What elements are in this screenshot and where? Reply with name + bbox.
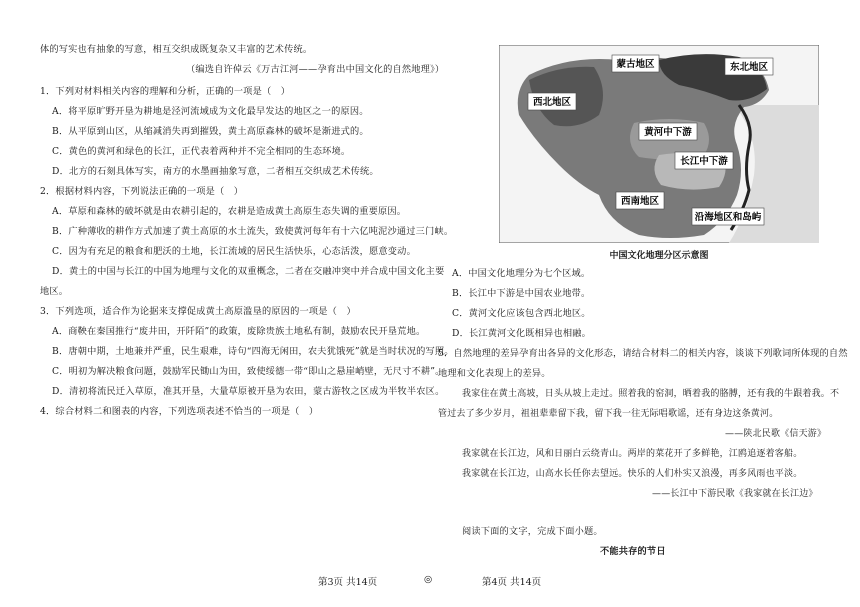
q3-option-b: B．唐朝中期，土地兼并严重，民生艰难，诗句“四海无闲田，农夫犹饿死”就是当时状况的写照。	[52, 346, 454, 357]
intro-text: 体的写实也有抽象的写意，相互交织成既复杂又丰富的艺术传统。	[40, 44, 313, 55]
q5-stem: 5．自然地理的差异孕育出各异的文化形态，请结合材料二的相关内容，谈谈下列歌词所体现的自然	[438, 348, 848, 359]
china-culture-region-map	[499, 45, 819, 243]
source-citation: （编选自许倬云《万古江河——孕育出中国文化的自然地理》）	[186, 64, 445, 75]
song2-line1: 我家就在长江边，风和日丽白云绕青山。两岸的菜花开了多鲜艳，江鸥追逐着客船。	[462, 449, 803, 459]
label-northwest	[528, 93, 576, 110]
map-caption: 中国文化地理分区示意图	[609, 251, 709, 261]
svg-text:西南地区: 西南地区	[620, 196, 660, 207]
label-yangtze	[675, 152, 733, 169]
svg-text:西北地区: 西北地区	[532, 97, 572, 108]
song1-line1: 我家住在黄土高坡，日头从坡上走过。照着我的窑洞，晒着我的胳膊，还有我的牛跟着我。不	[462, 389, 840, 399]
q4-stem: 4．综合材料二和图表的内容，下列选项表述不恰当的一项是（ ）	[40, 406, 319, 417]
label-yellow-river	[639, 123, 697, 140]
q1-stem: 1．下列对材料相关内容的理解和分析，正确的一项是（ ）	[40, 86, 291, 97]
q3-option-d: D．清初将流民迁入草原，准其开垦，大量草原被开垦为农田，蒙古游牧之区成为半牧半农区。	[52, 386, 445, 397]
svg-text:长江中下游: 长江中下游	[680, 156, 728, 167]
svg-text:沿海地区和岛屿: 沿海地区和岛屿	[694, 212, 762, 223]
q2-option-d-cont: 地区。	[40, 286, 69, 297]
q1-option-d: D．北方的石刻具体写实，南方的水墨画抽象写意，二者相互交织成艺术传统。	[52, 166, 379, 177]
song2-line2: 我家就在长江边，山高水长任你去望远。快乐的人们朴实又浪漫，再多风雨也平淡。	[462, 469, 803, 479]
q1-option-c: C．黄色的黄河和绿色的长江，正代表着两种并不完全相同的生态环境。	[52, 146, 351, 157]
svg-text:蒙古地区: 蒙古地区	[616, 59, 655, 70]
q2-option-c: C．因为有充足的粮食和肥沃的土地，长江流域的居民生活快乐，心态活泼，愿意变动。	[52, 246, 416, 257]
q1-option-a: A．将平原旷野开垦为耕地是泾河流域成为文化最早发达的地区之一的原因。	[52, 106, 369, 117]
q4-option-c: C．黄河文化应该包含西北地区。	[452, 308, 591, 319]
svg-text:东北地区: 东北地区	[729, 62, 769, 73]
q3-option-c: C．明初为解决粮食问题，鼓励军民锄山为田，致使绥德一带“即山之悬崖峭壁，无尺寸不耕”。	[52, 366, 445, 377]
q4-option-a: A．中国文化地理分为七个区域。	[452, 268, 591, 279]
q5-stem-cont: 地理和文化表现上的差异。	[438, 368, 551, 379]
right-page-number: 第4页 共14页	[482, 577, 542, 588]
song2-credit: ——长江中下游民歌《我家就在长江边》	[652, 489, 818, 499]
q2-option-b: B．广种薄收的耕作方式加速了黄土高原的水土流失，致使黄河每年有十六亿吨泥沙通过三门峡。	[52, 226, 454, 237]
label-coastal	[692, 208, 764, 225]
label-northeast	[725, 58, 773, 75]
q3-option-a: A．商鞅在秦国推行“废井田，开阡陌”的政策，废除贵族土地私有制，鼓励农民开垦荒地。	[52, 326, 426, 337]
right-page	[430, 0, 860, 607]
song1-credit: ——陕北民歌《信天游》	[725, 429, 827, 439]
reading-instruction: 阅读下面的文字，完成下面小题。	[462, 526, 603, 537]
q4-option-b: B．长江中下游是中国农业地带。	[452, 288, 591, 299]
label-mongolia	[612, 55, 659, 72]
q1-option-b: B．从平原到山区，从缩减消失再到摧毁，黄土高原森林的破坏是渐进式的。	[52, 126, 369, 137]
q3-stem: 3．下列选项，适合作为论据来支撑促成黄土高原滥垦的原因的一项是（ ）	[40, 306, 356, 317]
center-mark: ◎	[424, 574, 433, 585]
song1-line2: 管过去了多少岁月，祖祖辈辈留下我，留下我一往无际唱歌谣，还有身边这条黄河。	[438, 409, 779, 419]
article-title: 不能共存的节日	[600, 546, 666, 557]
q2-option-d: D．黄土的中国与长江的中国为地理与文化的双重概念，二者在交融冲突中并合成中国文化主要	[52, 266, 445, 277]
q4-option-d: D．长江黄河文化既相异也相融。	[452, 328, 591, 339]
label-southwest	[616, 192, 664, 209]
q2-stem: 2．根据材料内容，下列说法正确的一项是（ ）	[40, 186, 244, 197]
svg-text:黄河中下游: 黄河中下游	[644, 127, 692, 138]
left-page-number: 第3页 共14页	[318, 577, 378, 588]
q2-option-a: A．草原和森林的破坏就是由农耕引起的，农耕是造成黄土高原生态失调的重要原因。	[52, 206, 407, 217]
